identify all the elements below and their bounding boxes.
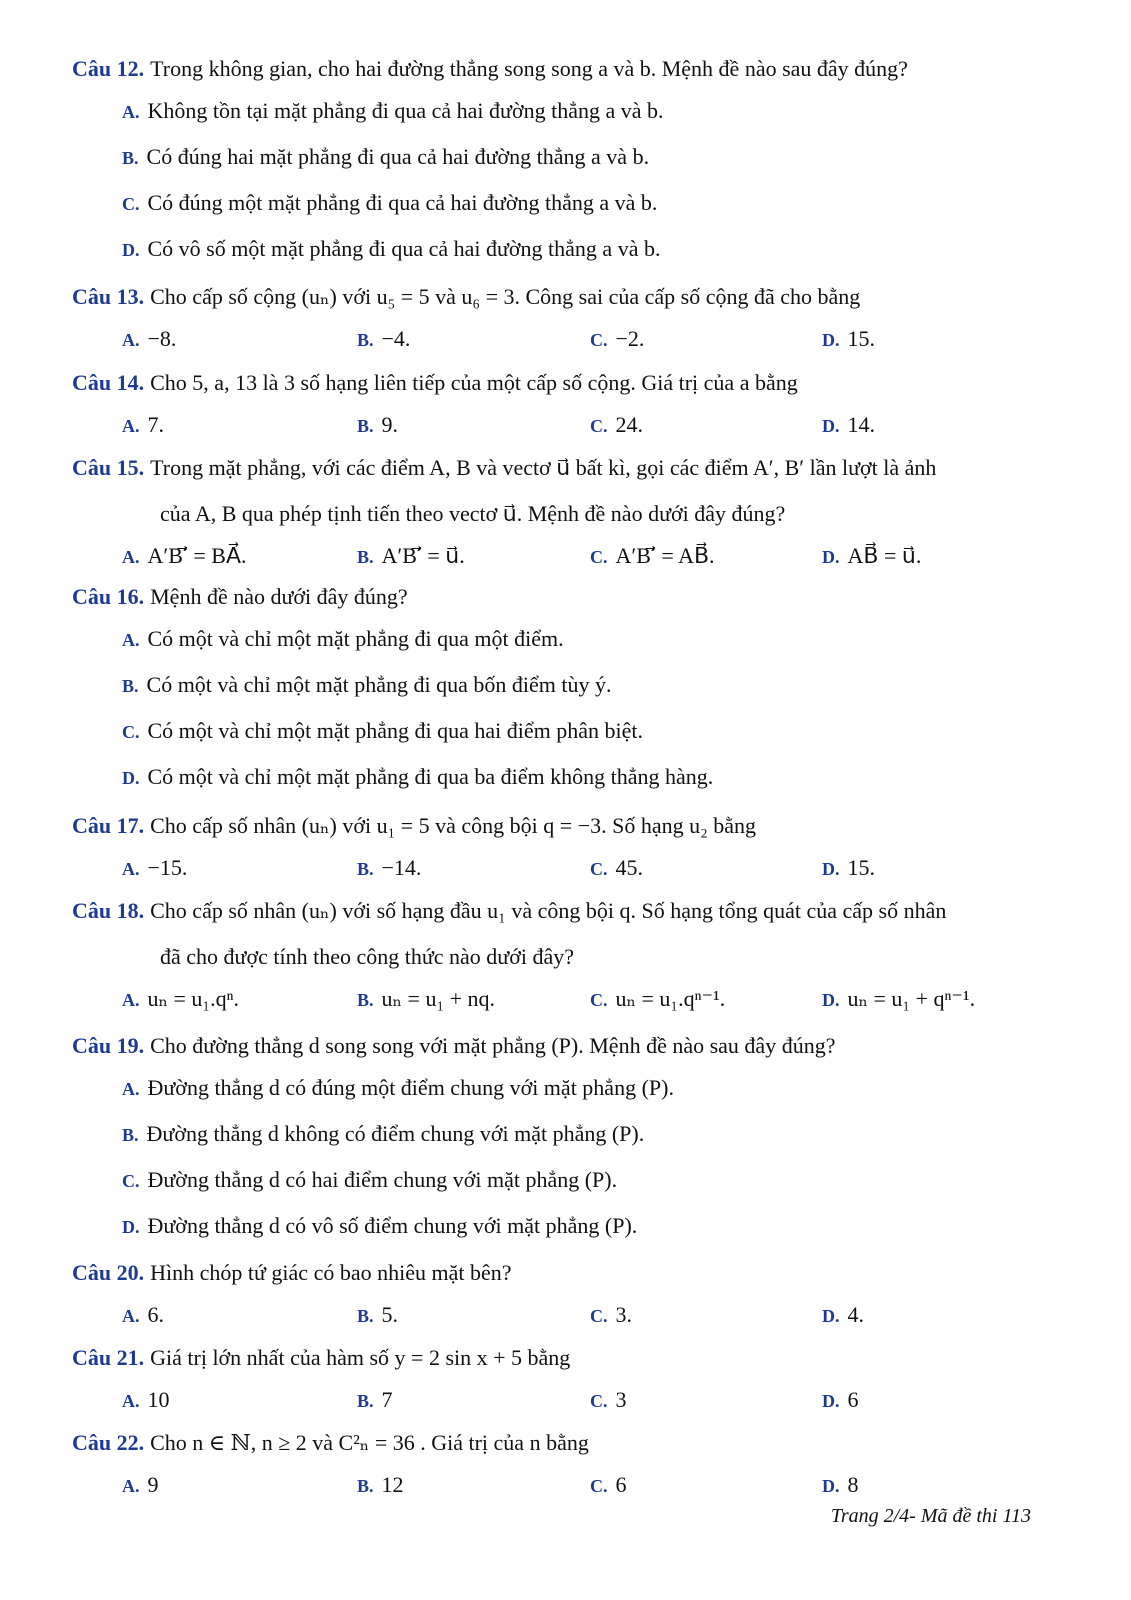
option-b: B. 12 (357, 1472, 404, 1497)
question-number: Câu 20. (72, 1260, 145, 1285)
option-b: B. −14. (357, 855, 422, 880)
option-a: A. Có một và chỉ một mặt phẳng đi qua một điểm. (122, 626, 564, 651)
question-number: Câu 12. (72, 56, 145, 81)
option-b: B. A′B′⃗ = u⃗. (357, 543, 465, 568)
option-d: D. Có một và chỉ một mặt phẳng đi qua ba điểm không thẳng hàng. (122, 764, 714, 789)
question-text: Câu 20. Hình chóp tứ giác có bao nhiêu mặt bên? (72, 1260, 512, 1285)
question-number: Câu 19. (72, 1033, 145, 1058)
option-d: D. 14. (822, 412, 875, 437)
question-text: Câu 16. Mệnh đề nào dưới đây đúng? (72, 584, 408, 609)
option-b: B. 9. (357, 412, 399, 437)
question-number: Câu 16. (72, 584, 145, 609)
option-a: A. 9 (122, 1472, 159, 1497)
option-c: C. −2. (590, 326, 645, 351)
question-number: Câu 22. (72, 1430, 145, 1455)
option-c: C. Có đúng một mặt phẳng đi qua cả hai đường thẳng a và b. (122, 190, 658, 215)
question-number: Câu 18. (72, 898, 145, 923)
option-d: D. 15. (822, 326, 875, 351)
option-c: C. 6 (590, 1472, 627, 1497)
option-c: C. A′B′⃗ = AB⃗. (590, 543, 715, 568)
question-text: Câu 19. Cho đường thẳng d song song với mặt phẳng (P). Mệnh đề nào sau đây đúng? (72, 1033, 836, 1058)
option-a: A. uₙ = u₁.qⁿ. (122, 986, 240, 1011)
option-b: B. uₙ = u₁ + nq. (357, 986, 496, 1011)
option-d: D. 6 (822, 1387, 859, 1412)
question-number: Câu 21. (72, 1345, 145, 1370)
option-b: B. Có đúng hai mặt phẳng đi qua cả hai đường thẳng a và b. (122, 144, 650, 169)
option-d: D. Có vô số một mặt phẳng đi qua cả hai đường thẳng a và b. (122, 236, 661, 261)
question-text-continuation: của A, B qua phép tịnh tiến theo vectơ u⃗. Mệnh đề nào dưới đây đúng? (160, 501, 786, 526)
question-text: Câu 18. Cho cấp số nhân (uₙ) với số hạng đầu u₁ và công bội q. Số hạng tổng quát của cấp số nhân (72, 898, 947, 923)
question-text: Câu 14. Cho 5, a, 13 là 3 số hạng liên tiếp của một cấp số cộng. Giá trị của a bằng (72, 370, 798, 395)
option-d: D. 8 (822, 1472, 859, 1497)
option-c: C. 3. (590, 1302, 632, 1327)
option-b: B. 7 (357, 1387, 393, 1412)
option-c: C. 45. (590, 855, 643, 880)
question-text: Câu 22. Cho n ∈ ℕ, n ≥ 2 và C²ₙ = 36 . Giá trị của n bằng (72, 1430, 589, 1455)
option-d: D. uₙ = u₁ + qⁿ⁻¹. (822, 986, 976, 1011)
question-number: Câu 14. (72, 370, 145, 395)
option-a: A. Đường thẳng d có đúng một điểm chung với mặt phẳng (P). (122, 1075, 674, 1100)
option-a: A. 10 (122, 1387, 170, 1412)
question-number: Câu 13. (72, 284, 145, 309)
option-c: C. Có một và chỉ một mặt phẳng đi qua hai điểm phân biệt. (122, 718, 644, 743)
question-number: Câu 17. (72, 813, 145, 838)
option-a: A. 6. (122, 1302, 164, 1327)
question-text: Câu 17. Cho cấp số nhân (uₙ) với u₁ = 5 và công bội q = −3. Số hạng u₂ bằng (72, 813, 757, 838)
option-b: B. 5. (357, 1302, 399, 1327)
option-c: C. 3 (590, 1387, 627, 1412)
option-a: A. Không tồn tại mặt phẳng đi qua cả hai đường thẳng a và b. (122, 98, 664, 123)
question-text-continuation: đã cho được tính theo công thức nào dưới đây? (160, 944, 574, 969)
option-a: A. −15. (122, 855, 188, 880)
option-c: C. uₙ = u₁.qⁿ⁻¹. (590, 986, 726, 1011)
option-a: A. −8. (122, 326, 177, 351)
question-text: Câu 21. Giá trị lớn nhất của hàm số y = 2 sin x + 5 bằng (72, 1345, 571, 1370)
option-c: C. Đường thẳng d có hai điểm chung với mặt phẳng (P). (122, 1167, 618, 1192)
option-b: B. −4. (357, 326, 411, 351)
question-number: Câu 15. (72, 455, 145, 480)
option-d: D. AB⃗ = u⃗. (822, 543, 922, 568)
option-b: B. Đường thẳng d không có điểm chung với mặt phẳng (P). (122, 1121, 645, 1146)
option-b: B. Có một và chỉ một mặt phẳng đi qua bốn điểm tùy ý. (122, 672, 612, 697)
option-d: D. 15. (822, 855, 875, 880)
question-text: Câu 13. Cho cấp số cộng (uₙ) với u₅ = 5 và u₆ = 3. Công sai của cấp số cộng đã cho bằng (72, 284, 861, 309)
option-a: A. A′B′⃗ = BA⃗. (122, 543, 247, 568)
question-text: Câu 15. Trong mặt phẳng, với các điểm A, B và vectơ u⃗ bất kì, gọi các điểm A′, B′ lần lượt là ảnh (72, 455, 937, 480)
page-footer: Trang 2/4- Mã đề thi 113 (830, 1505, 1031, 1527)
question-text: Câu 12. Trong không gian, cho hai đường thẳng song song a và b. Mệnh đề nào sau đây đúng? (72, 56, 908, 81)
option-d: D. Đường thẳng d có vô số điểm chung với mặt phẳng (P). (122, 1213, 638, 1238)
option-a: A. 7. (122, 412, 164, 437)
option-d: D. 4. (822, 1302, 864, 1327)
option-c: C. 24. (590, 412, 643, 437)
